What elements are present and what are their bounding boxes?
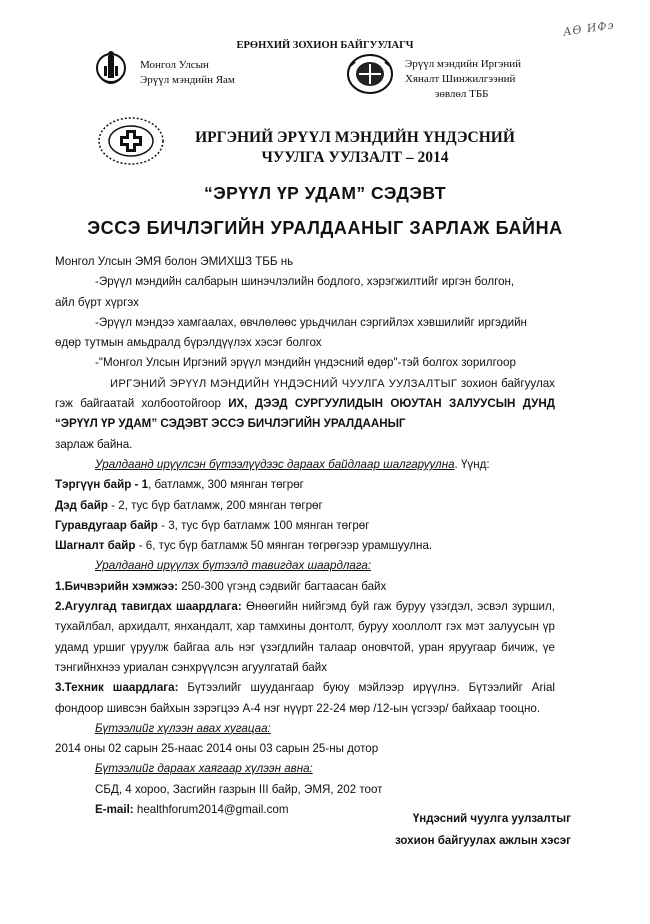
- ministry-line-1: Монгол Улсын: [140, 59, 209, 71]
- address-heading-line: [55, 759, 555, 779]
- email-value[interactable]: healthforum2014@gmail.com: [133, 803, 289, 817]
- intro-line: Монгол Улсын ЭМЯ болон ЭМИХШЗ ТББ нь: [55, 255, 294, 268]
- requirement-3-label: 3.Техник шаардлага:: [55, 681, 179, 695]
- ministry-name: [140, 58, 235, 88]
- forum-title: [195, 128, 515, 168]
- requirement-2-label: 2.Агуулгад тавигдах шаардлага:: [55, 600, 242, 614]
- declaration-caps: ИРГЭНИЙ ЭРҮҮЛ МЭНДИЙН ҮНДЭСНИЙ ЧУУЛГА УУЛЗАЛТЫГ: [110, 377, 458, 390]
- prizes-heading-line: [55, 455, 555, 475]
- prize-2-desc: - 2, тус бүр батламж, 200 мянган төгрөг: [107, 498, 323, 512]
- address-heading: Бүтээлийг дараах хаягаар хүлээн авна:: [95, 762, 313, 776]
- deadline-heading-line: [55, 719, 555, 739]
- handwritten-note: АӨ ИФэ: [562, 18, 616, 39]
- goal-1-line-2: айл бүрт хүргэх: [55, 295, 139, 309]
- prizes-heading-suffix: . Үүнд:: [454, 457, 490, 471]
- goal-3-line: -"Монгол Улсын Иргэний эрүүл мэндийн үндэсний өдөр"-тэй болгох зорилгоор: [95, 356, 516, 370]
- prize-1-desc: , батламж, 300 мянган төгрөг: [148, 478, 304, 492]
- signature-line-1: Үндэсний чуулга уулзалтыг: [412, 813, 571, 825]
- forum-logo-icon: [96, 115, 166, 167]
- email-label: E-mail:: [95, 803, 134, 817]
- ngo-logo-icon: [345, 52, 395, 96]
- prize-3-place: Гуравдугаар байр: [55, 518, 158, 532]
- top-organization: ЕРӨНХИЙ ЗОХИОН БАЙГУУЛАГЧ: [236, 40, 414, 51]
- requirement-1-text: 250-300 үгэнд сэдвийг багтаасан байх: [177, 579, 387, 593]
- forum-title-line-1: ИРГЭНИЙ ЭРҮҮЛ МЭНДИЙН ҮНДЭСНИЙ: [195, 129, 515, 146]
- prize-4-place: Шагналт байр: [55, 539, 136, 553]
- prize-3: [55, 516, 555, 536]
- prizes-heading: Уралдаанд ирүүлсэн бүтээлүүдээс дараах байдлаар шалгаруулна: [95, 457, 455, 471]
- prize-2: [55, 496, 555, 516]
- deadline-heading: Бүтээлийг хүлээн авах хугацаа:: [95, 721, 271, 735]
- prize-1-place: Тэргүүн байр - 1: [55, 478, 149, 492]
- requirement-2-text: Өнөөгийн нийгэмд буй гаж буруу үзэгдэл, эсвэл зуршил, тухайлбал, архидалт, янхандалт, хар тамхины донтолт, буруу хооллолт гэх мэт залуусын үр удамд уршиг үруулж байгаа аль нэг үзэгдлийн талаар оновчтой, уран яруугаар бичиж, үе тэнгийнхнээ уриалан сэнхрүүлсэн агуулгатай байх: [55, 600, 556, 674]
- signature-block: [395, 808, 571, 852]
- goal-1-line-1: -Эрүүл мэндийн салбарын шинэчлэлийн бодлого, хэрэгжилтийг иргэн болгон,: [95, 275, 515, 289]
- declaration-end: зарлаж байна.: [55, 437, 133, 451]
- declaration-bold-2: ЗАЛУУСЫН ДУНД “ЭРҮҮЛ ҮР УДАМ” СЭДЭВТ ЭССЭ БИЧЛЭГИЙН УРАЛДААНЫГ: [55, 397, 555, 431]
- prize-4: [55, 536, 555, 556]
- requirements-heading: Уралдаанд ирүүлэх бүтээлд тавигдах шаардлага:: [95, 559, 372, 573]
- goal-2-line-1: -Эрүүл мэндээ хамгаалах, өвчлөлөөс урьдчилан сэргийлэх хэвшилийг иргэдийн: [95, 315, 527, 329]
- document-body: [55, 252, 555, 820]
- forum-title-line-2: ЧУУЛГА УУЛЗАЛТ – 2014: [261, 149, 449, 166]
- prize-1: [55, 475, 555, 495]
- headline-theme: “ЭРҮҮЛ ҮР УДАМ” СЭДЭВТ: [203, 183, 447, 203]
- declaration-paragraph: [55, 374, 555, 435]
- headline-announcement: ЭССЭ БИЧЛЭГИЙН УРАЛДААНЫГ ЗАРЛАЖ БАЙНА: [87, 218, 563, 238]
- declaration-text-2: байгуулах гэж байгаатай холбоотойгоор: [55, 376, 555, 411]
- ngo-line-3: зөвлөл ТББ: [435, 88, 489, 100]
- declaration-bold-1: ИХ, ДЭЭД СУРГУУЛИДЫН ОЮУТАН: [228, 397, 442, 411]
- ngo-line-2: Хяналт Шинжилгээний: [405, 73, 516, 85]
- requirement-2: [55, 597, 555, 678]
- ministry-line-2: Эрүүл мэндийн Яам: [140, 74, 235, 86]
- requirement-3: [55, 678, 555, 719]
- ngo-name: [405, 57, 521, 102]
- requirement-1: [55, 577, 555, 597]
- requirements-heading-line: [55, 556, 555, 576]
- requirement-1-label: 1.Бичвэрийн хэмжээ:: [55, 579, 178, 593]
- address-text: СБД, 4 хороо, Засгийн газрын III байр, ЭМЯ, 202 тоот: [95, 782, 383, 796]
- state-emblem-icon: [95, 48, 127, 90]
- goal-2-line-2: өдөр тутмын амьдралд бүрэлдүүлэх хэсэг болгох: [55, 336, 322, 350]
- prize-4-desc: - 6, тус бүр батламж 50 мянган төгрөгээр урамшуулна.: [135, 539, 433, 553]
- deadline-text: 2014 оны 02 сарын 25-наас 2014 оны 03 сарын 25-ны дотор: [55, 742, 379, 756]
- prize-3-desc: - 3, тус бүр батламж 100 мянган төгрөг: [157, 518, 370, 532]
- prize-2-place: Дэд байр: [55, 498, 108, 512]
- signature-line-2: зохион байгуулах ажлын хэсэг: [395, 835, 571, 847]
- requirement-3-text: Бүтээлийг шуудангаар буюу мэйлээр ирүүлнэ. Бүтээлийг Arial фондоор шивсэн байхын зэрэгцээ А-4 нэг нүүрт 22-24 мөр /12-ын үсгээр/ байхаар тооцно.: [55, 681, 555, 715]
- declaration-text-1: зохион: [457, 376, 498, 390]
- ngo-line-1: Эрүүл мэндийн Иргэний: [405, 58, 522, 70]
